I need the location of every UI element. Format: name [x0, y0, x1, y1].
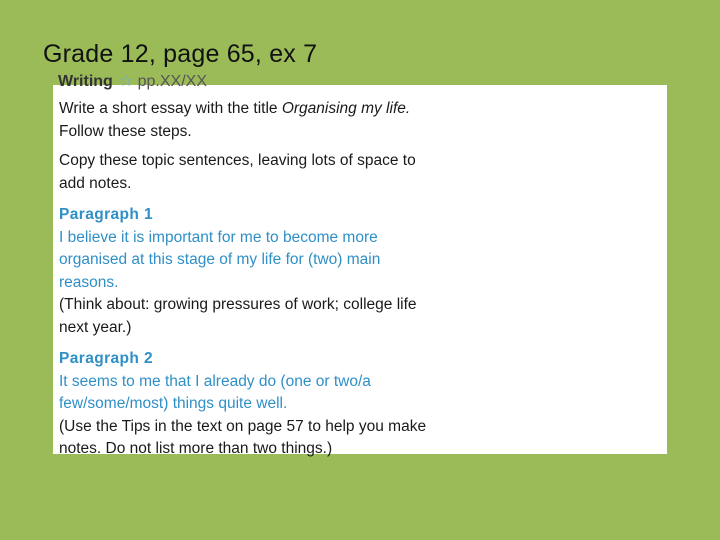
intro-instruction: [59, 98, 439, 143]
cut-off-section-header: [58, 71, 207, 91]
exercise-content: [59, 98, 439, 461]
paragraph-2-sentence: It seems to me that I already do (one or two/a few/some/most) things quite well.: [59, 372, 371, 412]
section-header-fragment: Writing: [58, 73, 113, 90]
paragraph-1-heading: Paragraph 1: [59, 206, 153, 223]
section-header-rest: pp.XX/XX: [137, 73, 207, 90]
paragraph-1-note: (Think about: growing pressures of work; college life next year.): [59, 296, 417, 336]
paragraph-1-sentence: I believe it is important for me to become more organised at this stage of my life for (two) main reasons.: [59, 228, 381, 291]
paragraph-2-note: (Use the Tips in the text on page 57 to help you make notes. Do not list more than two things.): [59, 417, 427, 457]
intro-text: Write a short essay with the title: [59, 100, 282, 117]
star-icon: ☆: [118, 73, 134, 90]
copy-instruction: Copy these topic sentences, leaving lots of space to add notes.: [59, 152, 416, 192]
intro-steps: Follow these steps.: [59, 122, 192, 140]
paragraph-2-heading: Paragraph 2: [59, 350, 153, 367]
slide-title: Grade 12, page 65, ex 7: [43, 40, 318, 68]
essay-title: Organising my life.: [281, 100, 411, 117]
textbook-excerpt: [53, 73, 667, 457]
